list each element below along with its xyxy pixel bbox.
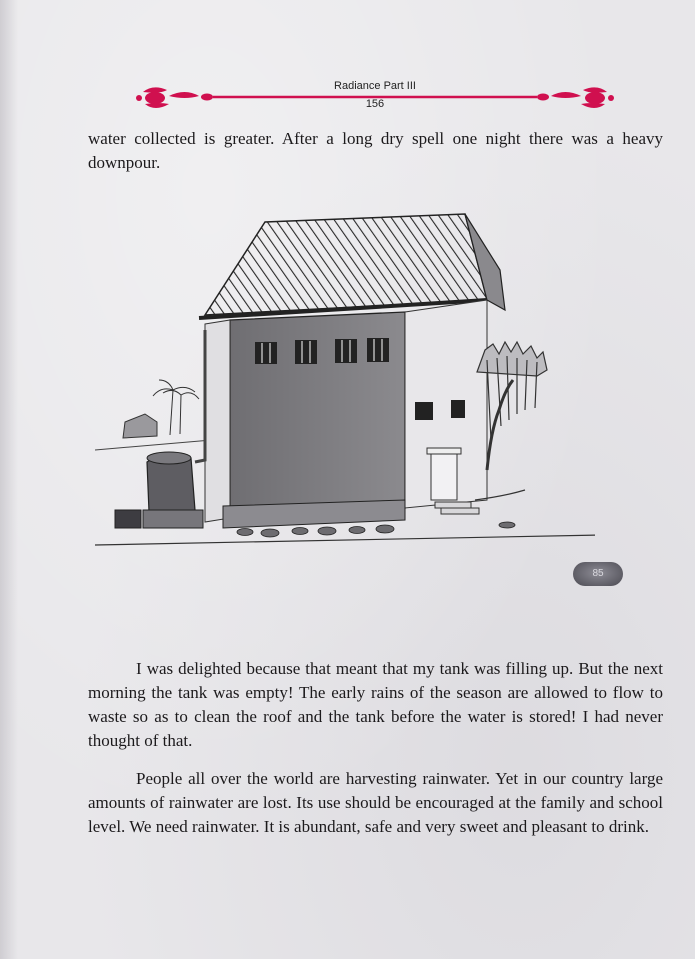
- page-number: 156: [365, 98, 385, 110]
- paragraph-3: People all over the world are harvesting rainwater. Yet in our country large amounts of rainwater are lost. Its use should be encouraged at the family and school level. We need rainwater. It is abundant, safe and very sweet and pleasant to drink.: [88, 769, 663, 836]
- paragraph-2: I was delighted because that meant that my tank was filling up. But the next morning the tank was empty! The early rains of the season are allowed to flow to waste so as to clean the roof and the tank before the water is stored! I had never thought of that.: [88, 659, 663, 750]
- page-fold-shadow: [0, 0, 18, 959]
- book-title: Radiance Part III: [334, 80, 416, 92]
- page-header: [135, 76, 615, 116]
- paragraph-1: water collected is greater. After a long dry spell one night there was a heavy downpour.: [88, 129, 663, 172]
- house-with-water-tank-illustration: [95, 200, 595, 550]
- page-badge: 85: [573, 562, 623, 586]
